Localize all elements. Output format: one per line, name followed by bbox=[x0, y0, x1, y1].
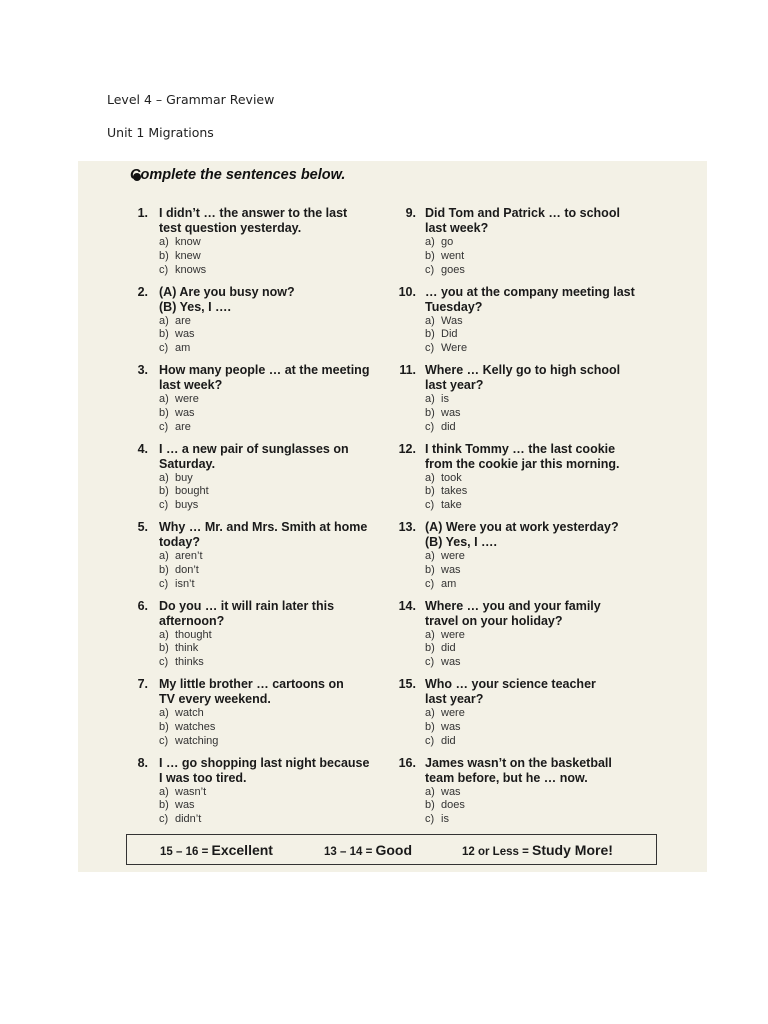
option-letter: a) bbox=[159, 707, 169, 719]
question-body bbox=[425, 677, 655, 748]
question-item bbox=[78, 677, 378, 756]
question-text-line: I was too tired. bbox=[159, 770, 247, 785]
question-text-line: last year? bbox=[425, 692, 484, 706]
option-text: took bbox=[441, 471, 462, 484]
question-text-line: My little brother … cartoons on bbox=[159, 677, 344, 691]
score-label: Excellent bbox=[211, 842, 273, 858]
option-text: was bbox=[441, 406, 461, 419]
option-letter: a) bbox=[425, 236, 435, 248]
option-text: take bbox=[441, 499, 462, 512]
option-text: think bbox=[175, 642, 199, 655]
question-text-line: Saturday. bbox=[159, 456, 216, 471]
option-letter: c) bbox=[425, 420, 435, 433]
option-text: knew bbox=[175, 249, 201, 262]
option-text: did bbox=[441, 420, 456, 433]
question-number: 3. bbox=[137, 363, 148, 377]
option-text: was bbox=[441, 563, 461, 576]
answer-option bbox=[425, 342, 655, 356]
question-text-line: Did Tom and Patrick … to school bbox=[425, 206, 620, 220]
option-text: thinks bbox=[175, 656, 204, 669]
question-item bbox=[344, 206, 644, 285]
option-text: knows bbox=[175, 263, 207, 276]
option-text: wasn’t bbox=[175, 785, 207, 798]
question-text-line: travel on your holiday? bbox=[425, 613, 563, 628]
option-letter: a) bbox=[425, 550, 435, 562]
question-text-line: last year? bbox=[425, 378, 484, 392]
option-letter: c) bbox=[425, 263, 435, 276]
question-number: 11. bbox=[399, 363, 416, 377]
option-letter: a) bbox=[425, 471, 435, 484]
question-text-line: How many people … at the meeting bbox=[159, 363, 370, 377]
option-text: was bbox=[175, 799, 195, 812]
option-letter: b) bbox=[159, 485, 169, 498]
option-letter: c) bbox=[425, 342, 435, 355]
option-text: was bbox=[175, 406, 195, 419]
answer-option bbox=[425, 393, 655, 407]
option-letter: b) bbox=[159, 249, 169, 262]
score-range: 12 or Less = bbox=[462, 846, 532, 858]
question-item bbox=[344, 677, 644, 756]
worksheet-instruction: Complete the sentences below. bbox=[130, 167, 346, 183]
option-text: was bbox=[441, 785, 461, 798]
option-letter: b) bbox=[425, 249, 435, 262]
document-title: Level 4 – Grammar Review bbox=[107, 92, 275, 107]
option-text: don’t bbox=[175, 563, 199, 576]
option-letter: a) bbox=[159, 785, 169, 798]
option-letter: b) bbox=[425, 799, 435, 812]
question-item bbox=[78, 599, 378, 678]
question-body bbox=[425, 363, 655, 434]
answer-option bbox=[425, 236, 655, 250]
option-text: was bbox=[441, 656, 461, 669]
question-text-line: Tuesday? bbox=[425, 299, 483, 314]
option-letter: b) bbox=[425, 406, 435, 419]
question-text-line: (B) Yes, I …. bbox=[159, 299, 232, 314]
question-text-line: from the cookie jar this morning. bbox=[425, 456, 620, 471]
question-body bbox=[425, 756, 655, 827]
option-letter: c) bbox=[425, 577, 435, 590]
question-text-line: (A) Were you at work yesterday? bbox=[425, 520, 619, 534]
option-text: goes bbox=[441, 263, 465, 276]
option-letter: b) bbox=[159, 563, 169, 576]
question-item bbox=[78, 442, 378, 521]
question-number: 16. bbox=[398, 755, 416, 770]
option-letter: c) bbox=[159, 263, 169, 276]
option-letter: a) bbox=[425, 628, 435, 641]
option-text: buy bbox=[175, 471, 193, 484]
question-item bbox=[78, 363, 378, 442]
right-question-column bbox=[344, 206, 644, 834]
question-text-line: … you at the company meeting last bbox=[425, 284, 635, 299]
option-text: watches bbox=[175, 720, 216, 733]
answer-option bbox=[425, 707, 655, 721]
option-text: aren’t bbox=[175, 550, 203, 562]
option-letter: c) bbox=[159, 656, 169, 669]
option-letter: b) bbox=[159, 799, 169, 812]
option-letter: a) bbox=[425, 393, 435, 405]
score-range: 13 – 14 = bbox=[324, 846, 376, 858]
question-text-line: Why … Mr. and Mrs. Smith at home bbox=[159, 520, 368, 534]
option-letter: c) bbox=[159, 577, 169, 590]
option-text: takes bbox=[441, 485, 468, 498]
option-text: were bbox=[441, 550, 465, 562]
question-text-line: TV every weekend. bbox=[159, 692, 271, 706]
option-text: Did bbox=[441, 328, 458, 341]
document-subtitle: Unit 1 Migrations bbox=[107, 125, 214, 140]
question-item bbox=[78, 520, 378, 599]
question-number: 4. bbox=[137, 441, 148, 456]
option-text: are bbox=[175, 420, 191, 433]
option-text: was bbox=[175, 328, 195, 341]
question-item bbox=[344, 520, 644, 599]
question-number: 15. bbox=[398, 677, 416, 691]
option-letter: c) bbox=[425, 656, 435, 669]
question-number: 9. bbox=[405, 206, 416, 220]
answer-option bbox=[425, 735, 655, 749]
option-text: were bbox=[441, 707, 465, 719]
option-letter: b) bbox=[159, 642, 169, 655]
option-text: am bbox=[175, 342, 191, 355]
answer-option bbox=[425, 629, 655, 643]
question-number: 6. bbox=[137, 598, 148, 613]
option-letter: c) bbox=[425, 734, 435, 747]
option-text: did bbox=[441, 642, 456, 655]
option-letter: a) bbox=[425, 707, 435, 719]
answer-option bbox=[425, 315, 655, 329]
option-letter: c) bbox=[159, 813, 169, 826]
option-letter: a) bbox=[425, 314, 435, 327]
question-text-line: Where … you and your family bbox=[425, 598, 601, 613]
option-letter: c) bbox=[159, 342, 169, 355]
question-text-line: Who … your science teacher bbox=[425, 677, 596, 691]
question-item bbox=[344, 363, 644, 442]
option-letter: b) bbox=[425, 642, 435, 655]
option-letter: b) bbox=[425, 328, 435, 341]
question-item bbox=[344, 442, 644, 521]
option-letter: a) bbox=[159, 314, 169, 327]
question-number: 10. bbox=[398, 284, 416, 299]
option-text: were bbox=[175, 393, 199, 405]
answer-option bbox=[425, 499, 655, 513]
answer-option bbox=[425, 407, 655, 421]
option-text: did bbox=[441, 734, 456, 747]
answer-option bbox=[425, 721, 655, 735]
question-text-line: Do you … it will rain later this bbox=[159, 598, 335, 613]
answer-option bbox=[425, 642, 655, 656]
option-letter: b) bbox=[425, 563, 435, 576]
question-item bbox=[344, 756, 644, 835]
answer-option bbox=[425, 564, 655, 578]
score-good bbox=[324, 842, 412, 858]
answer-option bbox=[425, 472, 655, 486]
score-study-more bbox=[462, 842, 613, 858]
question-body bbox=[425, 599, 655, 670]
score-label: Good bbox=[375, 842, 413, 858]
answer-option bbox=[425, 799, 655, 813]
question-text-line: James wasn’t on the basketball bbox=[425, 755, 612, 770]
answer-option bbox=[425, 786, 655, 800]
question-number: 2. bbox=[137, 284, 148, 299]
option-letter: c) bbox=[425, 813, 435, 826]
option-letter: b) bbox=[159, 406, 169, 419]
answer-option bbox=[425, 813, 655, 827]
question-text-line: I didn’t … the answer to the last bbox=[159, 206, 348, 220]
question-text-line: I … go shopping last night because bbox=[159, 755, 370, 770]
option-text: is bbox=[441, 813, 449, 826]
answer-option bbox=[425, 550, 655, 564]
question-number: 12. bbox=[398, 441, 416, 456]
question-item bbox=[344, 285, 644, 364]
option-text: does bbox=[441, 799, 465, 812]
option-text: didn’t bbox=[175, 813, 202, 826]
option-text: am bbox=[441, 577, 457, 590]
option-letter: a) bbox=[159, 628, 169, 641]
worksheet-image bbox=[78, 161, 707, 872]
question-text-line: I … a new pair of sunglasses on bbox=[159, 441, 349, 456]
option-text: watch bbox=[175, 707, 204, 719]
scoring-box bbox=[126, 834, 657, 865]
question-item bbox=[344, 599, 644, 678]
question-text-line: test question yesterday. bbox=[159, 221, 302, 235]
answer-option bbox=[425, 421, 655, 435]
option-text: go bbox=[441, 236, 454, 248]
option-text: isn’t bbox=[175, 577, 195, 590]
question-text-line: today? bbox=[159, 535, 200, 549]
question-text-line: (B) Yes, I …. bbox=[425, 535, 498, 549]
option-letter: b) bbox=[425, 720, 435, 733]
question-body bbox=[425, 206, 655, 277]
question-text-line: last week? bbox=[159, 378, 223, 392]
option-text: were bbox=[441, 628, 465, 641]
question-text-line: afternoon? bbox=[159, 613, 225, 628]
question-text-line: last week? bbox=[425, 221, 489, 235]
option-text: Were bbox=[441, 342, 468, 355]
option-letter: a) bbox=[159, 550, 169, 562]
question-text-line: Where … Kelly go to high school bbox=[425, 363, 621, 377]
left-question-column bbox=[78, 206, 378, 834]
question-body bbox=[425, 285, 655, 356]
option-text: thought bbox=[175, 628, 212, 641]
answer-option bbox=[425, 264, 655, 278]
question-number: 5. bbox=[137, 520, 148, 534]
option-letter: a) bbox=[159, 236, 169, 248]
option-letter: a) bbox=[159, 471, 169, 484]
question-number: 13. bbox=[398, 520, 416, 534]
question-item bbox=[78, 756, 378, 835]
question-item bbox=[78, 285, 378, 364]
option-text: know bbox=[175, 236, 201, 248]
answer-option bbox=[425, 250, 655, 264]
question-text-line: team before, but he … now. bbox=[425, 770, 588, 785]
answer-option bbox=[425, 328, 655, 342]
question-number: 8. bbox=[137, 755, 148, 770]
option-letter: c) bbox=[159, 734, 169, 747]
option-letter: b) bbox=[159, 328, 169, 341]
question-text-line: I think Tommy … the last cookie bbox=[425, 441, 616, 456]
option-letter: a) bbox=[159, 393, 169, 405]
question-text-line: (A) Are you busy now? bbox=[159, 284, 295, 299]
option-letter: a) bbox=[425, 785, 435, 798]
answer-option bbox=[425, 656, 655, 670]
option-letter: c) bbox=[159, 420, 169, 433]
option-letter: c) bbox=[425, 499, 435, 512]
question-number: 1. bbox=[137, 206, 148, 220]
score-label: Study More! bbox=[532, 842, 613, 858]
option-letter: c) bbox=[159, 499, 169, 512]
option-text: was bbox=[441, 720, 461, 733]
score-excellent bbox=[160, 842, 273, 858]
score-range: 15 – 16 = bbox=[160, 846, 212, 858]
option-text: are bbox=[175, 314, 191, 327]
option-text: Was bbox=[441, 314, 463, 327]
option-text: went bbox=[441, 249, 465, 262]
answer-option bbox=[425, 578, 655, 592]
option-text: buys bbox=[175, 499, 199, 512]
question-body bbox=[425, 442, 655, 513]
question-number: 7. bbox=[137, 677, 148, 691]
option-letter: b) bbox=[425, 485, 435, 498]
question-number: 14. bbox=[398, 598, 416, 613]
option-text: watching bbox=[175, 734, 219, 747]
option-text: is bbox=[441, 393, 449, 405]
option-letter: b) bbox=[159, 720, 169, 733]
question-body bbox=[425, 520, 655, 591]
option-text: bought bbox=[175, 485, 209, 498]
answer-option bbox=[425, 485, 655, 499]
question-item bbox=[78, 206, 378, 285]
